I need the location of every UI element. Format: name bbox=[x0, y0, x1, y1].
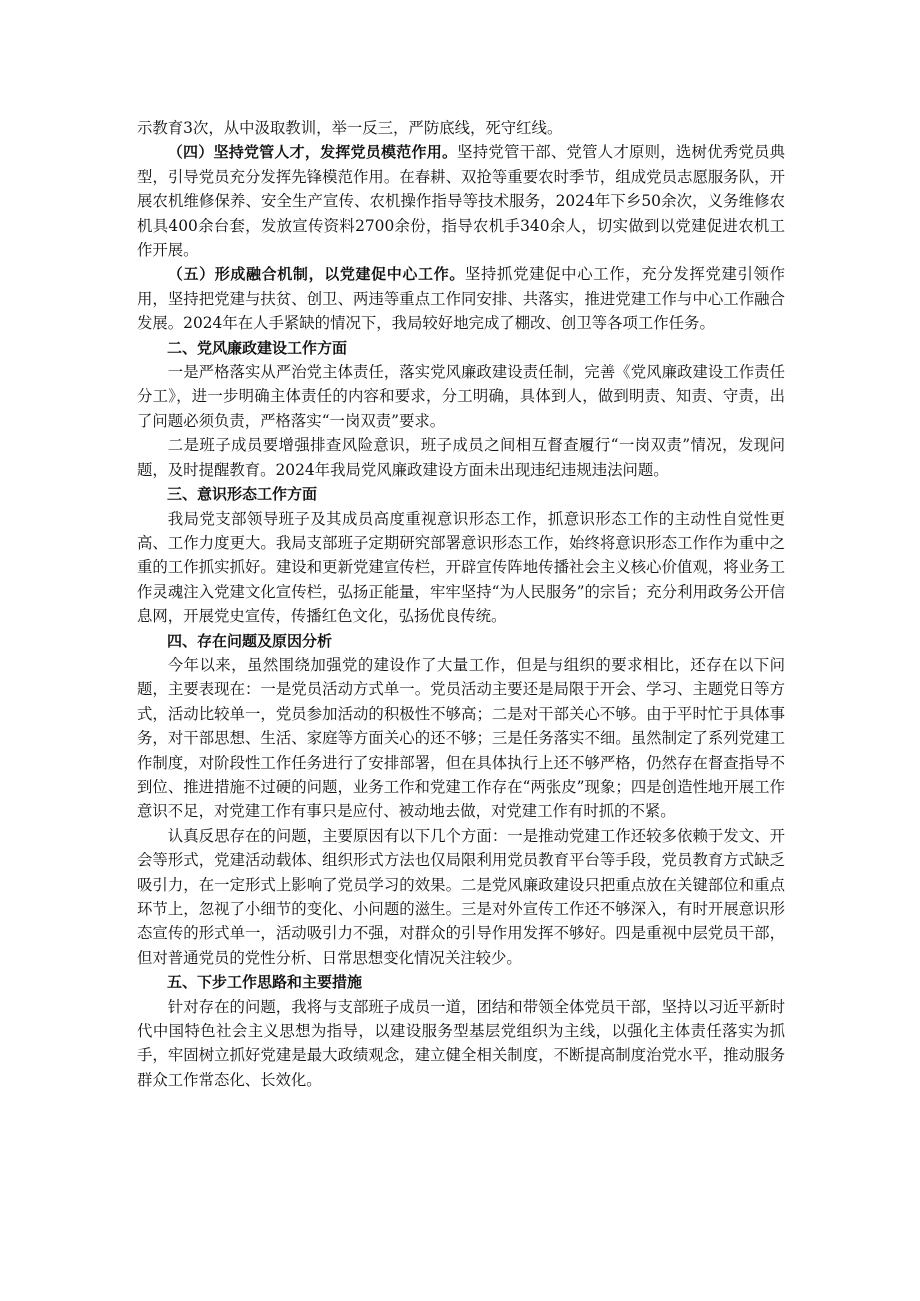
heading-3: 三、意识形态工作方面 bbox=[167, 485, 318, 504]
section-4-body: 坚持党管干部、党管人才原则，选树优秀党员典型，引导党员充分发挥先锋模范作用。在春耕、双抢等重要农时季节，组成党员志愿服务队，开展农机维修保养、安全生产宣传、农机操作指导等技术服务，2024年下乡50余次，义务维修农机具400余台套，发放宣传资料2700余份，指导农机手340余人，切实做到以党建促进农机工作开展。 bbox=[137, 143, 785, 260]
section-4-lead: （四）坚持党管人才，发挥党员模范作用。 bbox=[167, 143, 458, 162]
paragraph: 今年以来，虽然围绕加强党的建设作了大量工作，但是与组织的要求相比，还存在以下问题，主要表现在：一是党员活动方式单一。党员活动主要还是局限于开会、学习、主题党日等方式，活动比较单一，党员参加活动的积极性不够高；二是对干部关心不够。由于平时忙于具体事务，对干部思想、生活、家庭等方面关心的还不够；三是任务落实不细。虽然制定了系列党建工作制度，对阶段性工作任务进行了安排部署，但在具体执行上还不够严格，仍然存在督查指导不到位、推进措施不过硬的问题，业务工作和党建工作存在“两张皮”现象；四是创造性地开展工作意识不足，对党建工作有事只是应付、被动地去做，对党建工作有时抓的不紧。 bbox=[137, 655, 785, 821]
heading-4: 四、存在问题及原因分析 bbox=[167, 631, 333, 650]
paragraph: 示教育3次，从中汲取教训，举一反三，严防底线，死守红线。 bbox=[137, 119, 563, 137]
document-page bbox=[137, 116, 785, 1092]
heading-5: 五、下步工作思路和主要措施 bbox=[167, 973, 363, 992]
heading-2: 二、党风廉政建设工作方面 bbox=[167, 338, 348, 357]
paragraph: 一是严格落实从严治党主体责任，落实党风廉政建设责任制，完善《党风廉政建设工作责任分工》，进一步明确主体责任的内容和要求，分工明确，具体到人，做到明责、知责、守责，出了问题必须负责，严格落实“一岗双责”要求。 bbox=[137, 363, 785, 430]
paragraph: 二是班子成员要增强排查风险意识，班子成员之间相互督查履行“一岗双责”情况，发现问题，及时提醒教育。2024年我局党风廉政建设方面未出现违纪违规违法问题。 bbox=[137, 436, 785, 479]
paragraph: 我局党支部领导班子及其成员高度重视意识形态工作，抓意识形态工作的主动性自觉性更高、工作力度更大。我局支部班子定期研究部署意识形态工作，始终将意识形态工作作为重中之重的工作抓实抓好。建设和更新党建宣传栏，开辟宣传阵地传播社会主义核心价值观，将业务工作灵魂注入党建文化宣传栏，弘扬正能量，牢牢坚持“为人民服务”的宗旨；充分利用政务公开信息网，开展党史宣传，传播红色文化，弘扬优良传统。 bbox=[137, 509, 785, 626]
section-5-paragraph bbox=[137, 262, 785, 335]
section-5-lead: （五）形成融合机制，以党建促中心工作。 bbox=[167, 265, 465, 284]
section-4-paragraph bbox=[137, 140, 785, 262]
paragraph: 针对存在的问题，我将与支部班子成员一道，团结和带领全体党员干部，坚持以习近平新时代中国特色社会主义思想为指导，以建设服务型基层党组织为主线，以强化主体责任落实为抓手，牢固树立抓好党建是最大政绩观念，建立健全相关制度，不断提高制度治党水平，推动服务群众工作常态化、长效化。 bbox=[137, 997, 785, 1089]
section-5-body: 坚持抓党建促中心工作，充分发挥党建引领作用，坚持把党建与扶贫、创卫、两违等重点工作同安排、共落实，推进党建工作与中心工作融合发展。2024年在人手紧缺的情况下，我局较好地完成了棚改、创卫等各项工作任务。 bbox=[137, 265, 785, 333]
paragraph: 认真反思存在的问题，主要原因有以下几个方面：一是推动党建工作还较多依赖于发文、开会等形式，党建活动载体、组织形式方法也仅局限利用党员教育平台等手段，党员教育方式缺乏吸引力，在一定形式上影响了党员学习的效果。二是党风廉政建设只把重点放在关键部位和重点环节上，忽视了小细节的变化、小问题的滋生。三是对外宣传工作还不够深入，有时开展意识形态宣传的形式单一，活动吸引力不强，对群众的引导作用发挥不够好。四是重视中层党员干部，但对普通党员的党性分析、日常思想变化情况关注较少。 bbox=[137, 826, 785, 967]
